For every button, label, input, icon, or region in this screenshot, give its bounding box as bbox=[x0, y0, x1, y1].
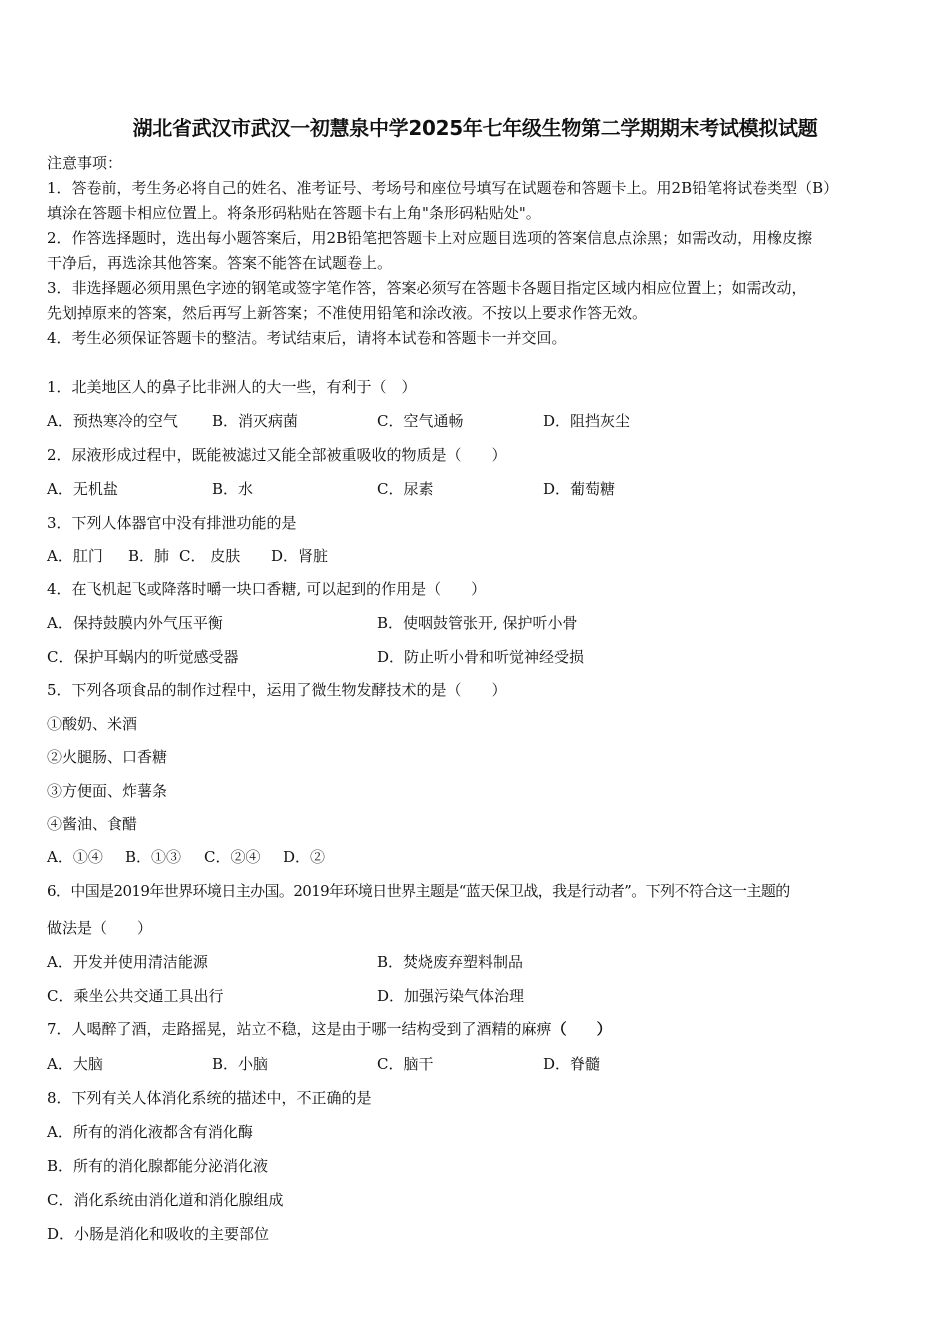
q2-option-b: B．水 bbox=[212, 480, 254, 498]
q6-option-a: A．开发并使用清洁能源 bbox=[47, 953, 208, 971]
q5-option-b: B．①③ bbox=[125, 848, 182, 866]
notice-line: 干净后，再选涂其他答案。答案不能答在试题卷上。 bbox=[47, 254, 393, 272]
question-6-stem-cont: 做法是（ ） bbox=[47, 919, 153, 937]
q6-option-d: D．加强污染气体治理 bbox=[377, 987, 525, 1005]
q2-option-d: D．葡萄糖 bbox=[543, 480, 616, 498]
q7-option-c: C．脑干 bbox=[377, 1055, 434, 1073]
q6-option-b: B．焚烧废弃塑料制品 bbox=[377, 953, 524, 971]
q8-option-a: A．所有的消化液都含有消化酶 bbox=[47, 1123, 253, 1141]
question-8-stem: 8．下列有关人体消化系统的描述中，不正确的是 bbox=[47, 1089, 372, 1107]
question-1-stem: 1．北美地区人的鼻子比非洲人的大一些，有利于（ ） bbox=[47, 378, 417, 396]
page-title: 湖北省武汉市武汉一初慧泉中学2025年七年级生物第二学期期末考试模拟试题 bbox=[132, 116, 818, 140]
q2-option-c: C．尿素 bbox=[377, 480, 434, 498]
q7-option-b: B．小脑 bbox=[212, 1055, 269, 1073]
q5-option-a: A．①④ bbox=[47, 848, 103, 866]
notice-line: 2．作答选择题时，选出每小题答案后，用2B铅笔把答题卡上对应题目选项的答案信息点涂黑；如需改动，用橡皮擦 bbox=[47, 229, 813, 247]
q5-item: ①酸奶、米酒 bbox=[47, 715, 138, 733]
q7-option-a: A．大脑 bbox=[47, 1055, 103, 1073]
notice-line: 3．非选择题必须用黑色字迹的钢笔或签字笔作答，答案必须写在答题卡各题目指定区域内相应位置上；如需改动， bbox=[47, 279, 807, 297]
q3-option-c: C． 皮肤 bbox=[179, 547, 241, 565]
question-7-paren: （ ） bbox=[551, 1020, 612, 1038]
q8-option-c: C．消化系统由消化道和消化腺组成 bbox=[47, 1191, 284, 1209]
q4-option-b: B．使咽鼓管张开, 保护听小骨 bbox=[377, 614, 578, 632]
q5-option-c: C．②④ bbox=[204, 848, 261, 866]
question-7-text: 7．人喝醉了酒，走路摇晃，站立不稳，这是由于哪一结构受到了酒精的麻痹 bbox=[47, 1020, 552, 1038]
q1-option-c: C．空气通畅 bbox=[377, 412, 464, 430]
question-6-stem: 6．中国是2019年世界环境日主办国。2019年环境日世界主题是“蓝天保卫战，我是行动者”。下列不符合这一主题的 bbox=[47, 882, 790, 900]
q1-option-a: A．预热寒冷的空气 bbox=[47, 412, 178, 430]
q4-option-d: D．防止听小骨和听觉神经受损 bbox=[377, 648, 585, 666]
notice-line: 先划掉原来的答案，然后再写上新答案；不准使用铅笔和涂改液。不按以上要求作答无效。 bbox=[47, 304, 648, 322]
q6-option-c: C．乘坐公共交通工具出行 bbox=[47, 987, 224, 1005]
q1-option-b: B．消灭病菌 bbox=[212, 412, 299, 430]
q8-option-b: B．所有的消化腺都能分泌消化液 bbox=[47, 1157, 269, 1175]
question-3-stem: 3．下列人体器官中没有排泄功能的是 bbox=[47, 514, 297, 532]
q4-option-c: C．保护耳蜗内的听觉感受器 bbox=[47, 648, 239, 666]
q8-option-d: D．小肠是消化和吸收的主要部位 bbox=[47, 1225, 270, 1243]
q1-option-d: D．阻挡灰尘 bbox=[543, 412, 631, 430]
notice-line: 填涂在答题卡相应位置上。将条形码粘贴在答题卡右上角"条形码粘贴处"。 bbox=[47, 204, 541, 222]
q3-option-d: D．肾脏 bbox=[271, 547, 329, 565]
q5-option-d: D．② bbox=[283, 848, 326, 866]
q5-item: ②火腿肠、口香糖 bbox=[47, 748, 168, 766]
notice-line: 1．答卷前，考生务必将自己的姓名、准考证号、考场号和座位号填写在试题卷和答题卡上。用2B铅笔将试卷类型（B） bbox=[47, 179, 839, 197]
notice-line: 4．考生必须保证答题卡的整洁。考试结束后，请将本试卷和答题卡一并交回。 bbox=[47, 329, 567, 347]
q5-item: ④酱油、食醋 bbox=[47, 815, 138, 833]
question-7-stem bbox=[47, 1018, 612, 1039]
q7-option-d: D．脊髓 bbox=[543, 1055, 601, 1073]
question-4-stem: 4．在飞机起飞或降落时嚼一块口香糖, 可以起到的作用是（ ） bbox=[47, 580, 487, 598]
q4-option-a: A．保持鼓膜内外气压平衡 bbox=[47, 614, 223, 632]
q2-option-a: A．无机盐 bbox=[47, 480, 118, 498]
notice-heading: 注意事项： bbox=[47, 154, 123, 172]
q5-item: ③方便面、炸薯条 bbox=[47, 782, 168, 800]
question-2-stem: 2．尿液形成过程中，既能被滤过又能全部被重吸收的物质是（ ） bbox=[47, 446, 507, 464]
q3-option-b: B．肺 bbox=[128, 547, 170, 565]
q3-option-a: A．肛门 bbox=[47, 547, 103, 565]
question-5-stem: 5．下列各项食品的制作过程中，运用了微生物发酵技术的是（ ） bbox=[47, 681, 507, 699]
